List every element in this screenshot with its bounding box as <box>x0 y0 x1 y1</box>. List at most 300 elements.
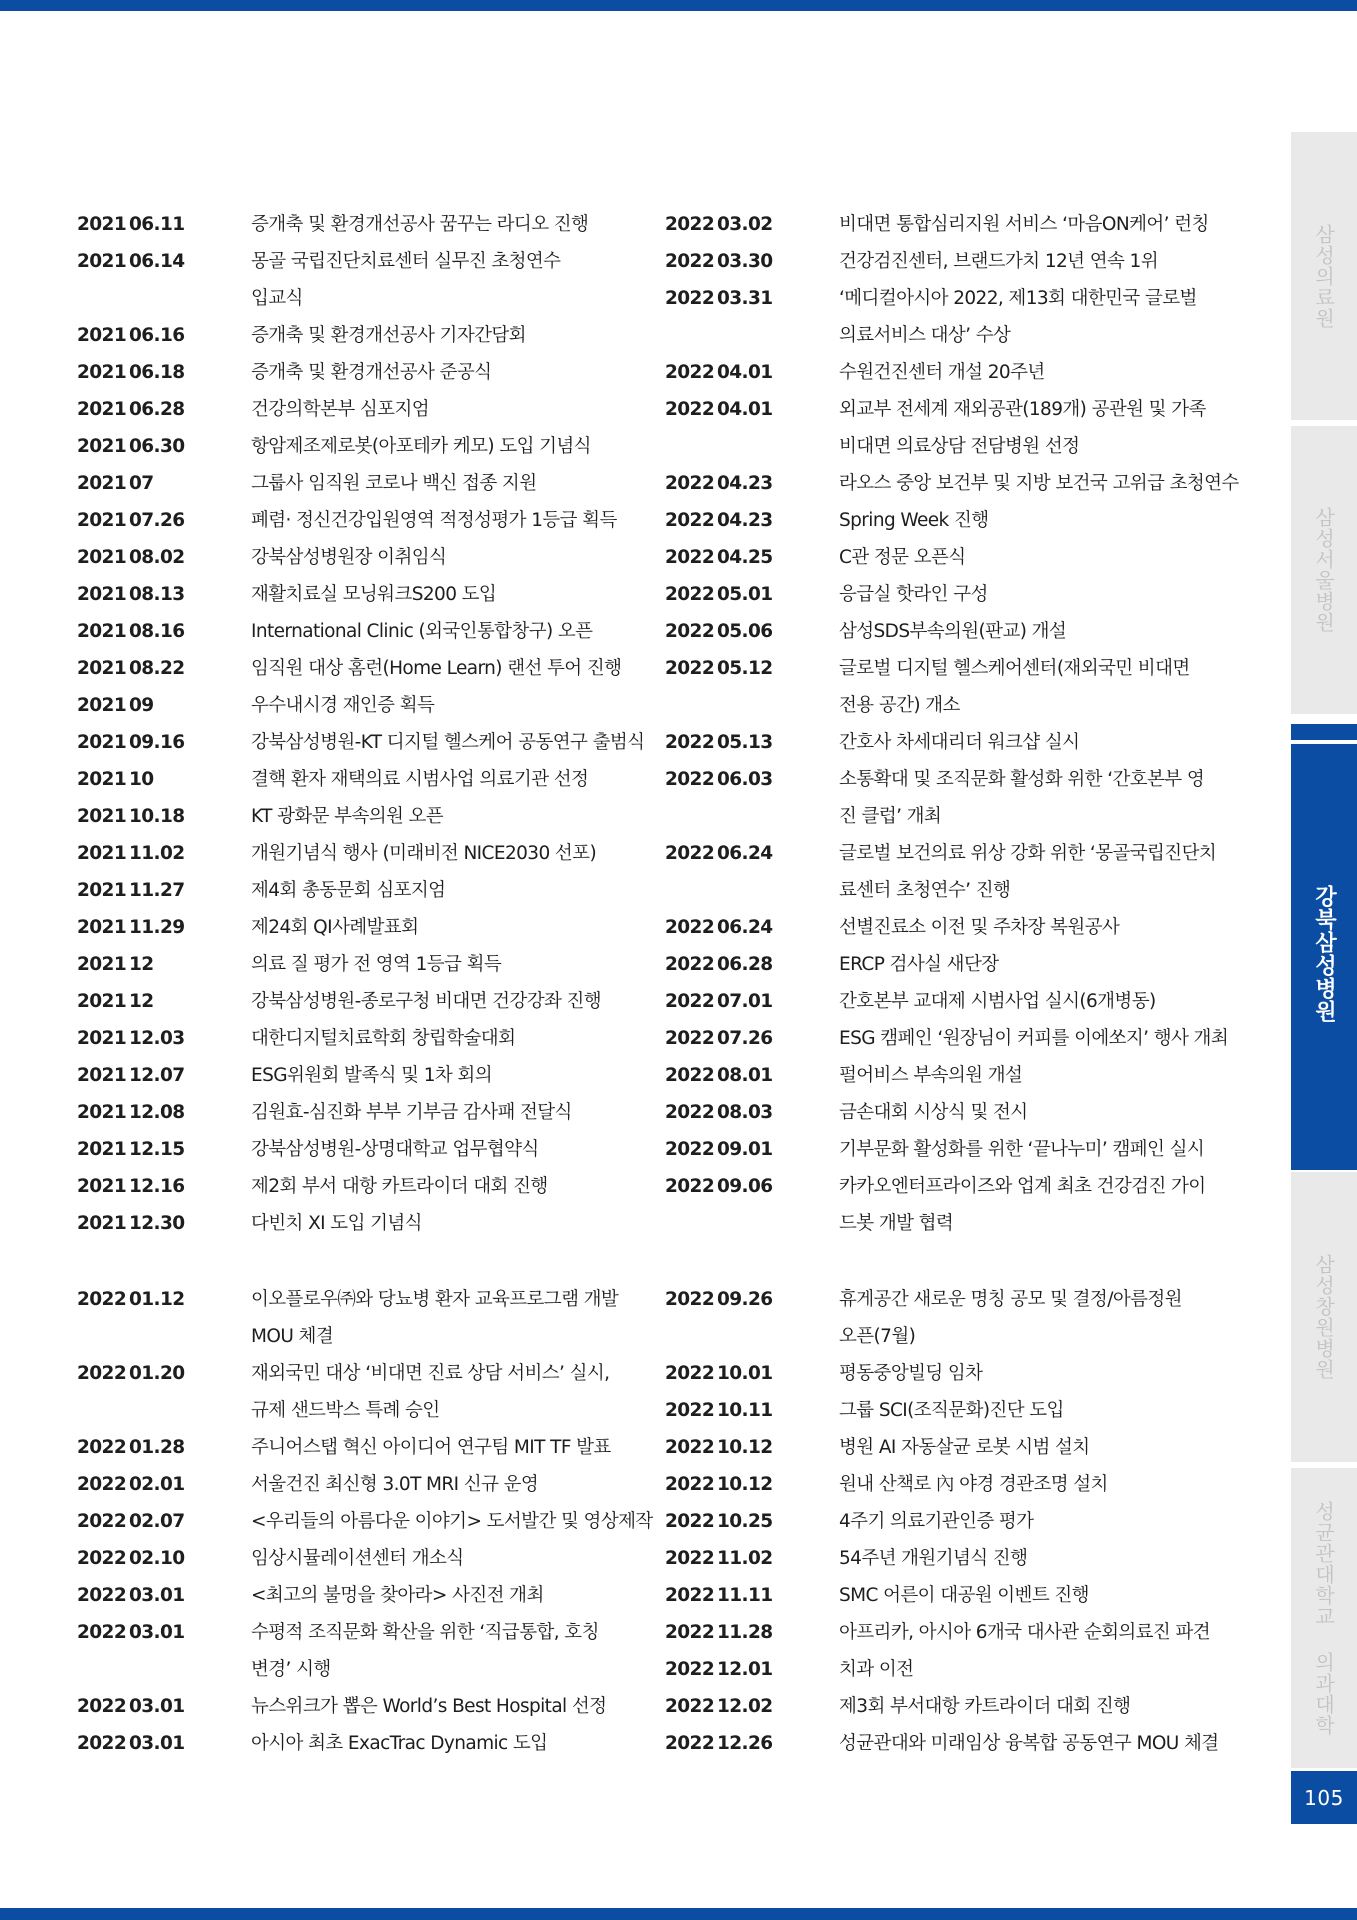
entry-description-line: 증개축 및 환경개선공사 준공식 <box>251 362 492 383</box>
entry-description-line: 라오스 중앙 보건부 및 지방 보건국 고위급 초청연수 <box>839 473 1239 494</box>
entry-date: 06.03 <box>717 769 773 790</box>
timeline-entry <box>77 576 637 613</box>
entry-date: 04.01 <box>717 362 773 383</box>
side-tab-label: 성균관대학교 의과대학 <box>1311 1500 1336 1736</box>
entry-year: 2021 <box>77 695 127 716</box>
entry-year: 2021 <box>77 769 127 790</box>
entry-description <box>839 1503 1225 1540</box>
entry-description <box>839 1725 1225 1762</box>
timeline-entry <box>665 835 1225 909</box>
entry-date: 09.16 <box>129 732 185 753</box>
entry-description-line: 강북삼성병원-KT 디지털 헬스케어 공동연구 출범식 <box>251 732 645 753</box>
entry-description <box>839 1131 1225 1168</box>
timeline-entry <box>77 1429 637 1466</box>
entry-description-line: International Clinic (외국인통합창구) 오픈 <box>251 621 593 642</box>
entry-date: 05.12 <box>717 658 773 679</box>
entry-description <box>839 206 1225 243</box>
timeline-entry <box>77 206 637 243</box>
side-tab[interactable] <box>1291 744 1357 1164</box>
entry-description-line: MOU 체결 <box>251 1326 334 1347</box>
entry-description-line: 수원건진센터 개설 20주년 <box>839 362 1045 383</box>
entry-description-line: ‘메디컬아시아 2022, 제13회 대한민국 글로벌 <box>839 288 1197 309</box>
entry-description-line: 항암제조제로봇(아포테카 케모) 도입 기념식 <box>251 436 591 457</box>
entry-year: 2022 <box>665 1289 715 1310</box>
timeline-entry <box>77 539 637 576</box>
entry-description-line: ERCP 검사실 새단장 <box>839 954 999 975</box>
timeline-entry <box>665 1355 1225 1392</box>
entry-description-line: 아프리카, 아시아 6개국 대사관 순회의료진 파견 <box>839 1622 1211 1643</box>
entry-date: 12.07 <box>129 1065 185 1086</box>
entry-description <box>839 1614 1225 1651</box>
entry-description-line: 증개축 및 환경개선공사 꿈꾸는 라디오 진행 <box>251 214 589 235</box>
timeline-entry <box>665 650 1225 724</box>
timeline-entry <box>77 724 645 761</box>
entry-date: 02.07 <box>129 1511 185 1532</box>
entry-description <box>839 502 1225 539</box>
entry-description-line: 건강검진센터, 브랜드가치 12년 연속 1위 <box>839 251 1158 272</box>
timeline-entry <box>77 1540 637 1577</box>
entry-date: 12.02 <box>717 1696 773 1717</box>
entry-date: 07.26 <box>717 1028 773 1049</box>
entry-year: 2022 <box>665 510 715 531</box>
entry-description <box>839 1281 1225 1355</box>
entry-description <box>839 724 1225 761</box>
entry-description-line: 제3회 부서대항 카트라이더 대회 진행 <box>839 1696 1131 1717</box>
entry-description-line: 입교식 <box>251 288 303 309</box>
entry-description-line: 아시아 최초 ExacTrac Dynamic 도입 <box>251 1733 548 1754</box>
entry-description <box>251 1168 637 1205</box>
side-tab[interactable] <box>1291 1172 1357 1462</box>
timeline-entry <box>77 1057 637 1094</box>
entry-description-line: 비대면 의료상담 전담병원 선정 <box>839 436 1080 457</box>
entry-year: 2022 <box>665 991 715 1012</box>
entry-year: 2022 <box>77 1437 127 1458</box>
entry-description-line: 휴게공간 새로운 명칭 공모 및 결정/아름정원 <box>839 1289 1182 1310</box>
entry-description <box>839 243 1225 280</box>
entry-description-line: 진 클럽’ 개최 <box>839 806 942 827</box>
entry-description <box>839 761 1225 835</box>
entry-description <box>251 872 637 909</box>
timeline-entry <box>77 1020 637 1057</box>
entry-description-line: 의료서비스 대상’ 수상 <box>839 325 1011 346</box>
entry-year: 2021 <box>77 214 127 235</box>
entry-date: 05.13 <box>717 732 773 753</box>
entry-date: 03.30 <box>717 251 773 272</box>
entry-description-line: 강북삼성병원-종로구청 비대면 건강강좌 진행 <box>251 991 602 1012</box>
entry-date: 11.27 <box>129 880 185 901</box>
side-tab-label: 삼성의료원 <box>1311 223 1336 329</box>
entry-description <box>251 391 637 428</box>
entry-year: 2022 <box>665 1474 715 1495</box>
timeline-entry <box>665 1429 1225 1466</box>
timeline-entry <box>77 1614 637 1688</box>
entry-description-line: 드봇 개발 협력 <box>839 1213 954 1234</box>
entry-date: 04.23 <box>717 473 773 494</box>
year-gap <box>665 1242 1225 1281</box>
entry-description-line: 제4회 총동문회 심포지엄 <box>251 880 446 901</box>
timeline-entry <box>77 1168 637 1205</box>
entry-year: 2022 <box>665 1733 715 1754</box>
entry-description-line: 변경’ 시행 <box>251 1659 331 1680</box>
entry-description <box>251 1725 637 1762</box>
entry-description <box>251 1057 637 1094</box>
entry-description <box>839 280 1225 354</box>
entry-description-line: 글로벌 디지털 헬스케어센터(재외국민 비대면 <box>839 658 1190 679</box>
entry-date: 07 <box>129 473 154 494</box>
entry-description <box>839 946 1225 983</box>
entry-date: 08.16 <box>129 621 185 642</box>
entry-year: 2022 <box>77 1622 127 1643</box>
entry-description-line: 그룹사 임직원 코로나 백신 접종 지원 <box>251 473 537 494</box>
timeline-entry <box>77 946 637 983</box>
entry-description-line: 평동중앙빌딩 임차 <box>839 1363 983 1384</box>
entry-year: 2021 <box>77 436 127 457</box>
entry-year: 2022 <box>665 362 715 383</box>
entry-year: 2022 <box>665 399 715 420</box>
entry-description-line: 료센터 초청연수’ 진행 <box>839 880 1011 901</box>
entry-year: 2022 <box>665 917 715 938</box>
entry-description-line: 간호본부 교대제 시범사업 실시(6개병동) <box>839 991 1156 1012</box>
timeline-entry <box>77 687 637 724</box>
entry-year: 2022 <box>665 1585 715 1606</box>
entry-description-line: 삼성SDS부속의원(판교) 개설 <box>839 621 1067 642</box>
entry-year: 2021 <box>77 1213 127 1234</box>
timeline-entry <box>77 243 637 317</box>
entry-year: 2022 <box>665 1622 715 1643</box>
entry-date: 05.06 <box>717 621 773 642</box>
timeline-entry <box>665 1094 1225 1131</box>
entry-year: 2021 <box>77 917 127 938</box>
entry-date: 10.18 <box>129 806 185 827</box>
entry-year: 2021 <box>77 325 127 346</box>
entry-date: 06.24 <box>717 917 773 938</box>
entry-date: 08.13 <box>129 584 185 605</box>
entry-date: 04.23 <box>717 510 773 531</box>
entry-date: 06.28 <box>129 399 185 420</box>
entry-year: 2022 <box>665 621 715 642</box>
entry-year: 2022 <box>665 251 715 272</box>
entry-description <box>251 1020 637 1057</box>
entry-description-line: 금손대회 시상식 및 전시 <box>839 1102 1028 1123</box>
entry-description-line: 폐렴· 정신건강입원영역 적정성평가 1등급 획득 <box>251 510 617 531</box>
entry-date: 11.02 <box>129 843 185 864</box>
entry-year: 2021 <box>77 658 127 679</box>
entry-date: 06.30 <box>129 436 185 457</box>
timeline-entry <box>665 243 1225 280</box>
entry-description <box>839 983 1225 1020</box>
entry-date: 10 <box>129 769 154 790</box>
entry-date: 12.08 <box>129 1102 185 1123</box>
entry-description <box>251 354 637 391</box>
entry-description-line: 카카오엔터프라이즈와 업계 최초 건강검진 가이 <box>839 1176 1206 1197</box>
side-tab-label: 삼성서울병원 <box>1311 507 1336 633</box>
entry-year: 2022 <box>665 584 715 605</box>
entry-description <box>839 1540 1225 1577</box>
entry-description <box>251 539 637 576</box>
entry-year: 2021 <box>77 1102 127 1123</box>
entry-date: 02.01 <box>129 1474 185 1495</box>
timeline-entry <box>77 1466 637 1503</box>
entry-year: 2022 <box>77 1585 127 1606</box>
timeline-entry <box>665 1614 1225 1651</box>
timeline-entry <box>77 1281 637 1355</box>
entry-year: 2022 <box>665 1696 715 1717</box>
entry-year: 2022 <box>665 1065 715 1086</box>
entry-date: 10.11 <box>717 1400 773 1421</box>
entry-description-line: 규제 샌드박스 특례 승인 <box>251 1400 440 1421</box>
timeline-entry <box>77 761 637 798</box>
entry-description-line: 대한디지털치료학회 창립학술대회 <box>251 1028 516 1049</box>
entry-description-line: 4주기 의료기관인증 평가 <box>839 1511 1034 1532</box>
side-tab[interactable] <box>1291 1468 1357 1768</box>
entry-year: 2021 <box>77 806 127 827</box>
entry-date: 03.01 <box>129 1696 185 1717</box>
entry-year: 2021 <box>77 1176 127 1197</box>
timeline-column-left <box>77 206 653 1762</box>
entry-date: 06.16 <box>129 325 185 346</box>
timeline-entry <box>665 909 1225 946</box>
entry-description-line: 응급실 핫라인 구성 <box>839 584 988 605</box>
entry-description <box>251 983 637 1020</box>
entry-description <box>251 1614 637 1688</box>
entry-year: 2022 <box>77 1548 127 1569</box>
entry-description-line: 강북삼성병원-상명대학교 업무협약식 <box>251 1139 539 1160</box>
entry-year: 2022 <box>665 1437 715 1458</box>
entry-date: 09.06 <box>717 1176 773 1197</box>
top-accent-bar <box>0 0 1357 11</box>
entry-date: 02.10 <box>129 1548 185 1569</box>
entry-description-line: 치과 이전 <box>839 1659 914 1680</box>
entry-description-line: 재활치료실 모닝워크S200 도입 <box>251 584 497 605</box>
entry-year: 2022 <box>665 1176 715 1197</box>
entry-year: 2022 <box>665 288 715 309</box>
timeline-entry <box>77 317 637 354</box>
entry-date: 03.31 <box>717 288 773 309</box>
entry-description-line: 우수내시경 재인증 획득 <box>251 695 435 716</box>
entry-description <box>251 1094 637 1131</box>
timeline-entry <box>665 206 1225 243</box>
entry-description <box>251 687 637 724</box>
timeline-entry <box>665 1281 1225 1355</box>
entry-year: 2021 <box>77 251 127 272</box>
timeline-entry <box>77 872 637 909</box>
entry-date: 09 <box>129 695 154 716</box>
timeline-entry <box>665 1540 1225 1577</box>
entry-date: 10.01 <box>717 1363 773 1384</box>
entry-description <box>251 317 637 354</box>
entry-description <box>251 243 637 317</box>
entry-date: 08.02 <box>129 547 185 568</box>
entry-description-line: 펄어비스 부속의원 개설 <box>839 1065 1023 1086</box>
entry-description <box>251 1429 637 1466</box>
timeline-entry <box>665 613 1225 650</box>
entry-description <box>251 909 637 946</box>
timeline-entry <box>665 946 1225 983</box>
entry-year: 2022 <box>665 214 715 235</box>
timeline-entry <box>77 983 637 1020</box>
entry-year: 2022 <box>665 547 715 568</box>
timeline-entry <box>77 835 637 872</box>
entry-description-line: 건강의학본부 심포지엄 <box>251 399 429 420</box>
entry-description-line: 원내 산책로 內 야경 경관조명 설치 <box>839 1474 1108 1495</box>
entry-description <box>839 1466 1225 1503</box>
timeline-entry <box>77 465 637 502</box>
entry-description <box>839 391 1225 465</box>
entry-year: 2022 <box>665 473 715 494</box>
entry-year: 2021 <box>77 547 127 568</box>
side-tab-label: 삼성창원병원 <box>1311 1254 1336 1380</box>
entry-description <box>839 539 1225 576</box>
entry-date: 09.01 <box>717 1139 773 1160</box>
entry-date: 05.01 <box>717 584 773 605</box>
entry-year: 2022 <box>77 1511 127 1532</box>
entry-description-line: 몽골 국립진단치료센터 실무진 초청연수 <box>251 251 561 272</box>
timeline-entry <box>665 576 1225 613</box>
entry-description-line: 이오플로우㈜와 당뇨병 환자 교육프로그램 개발 <box>251 1289 619 1310</box>
entry-date: 03.01 <box>129 1622 185 1643</box>
entry-year: 2021 <box>77 510 127 531</box>
timeline-entry <box>77 1205 637 1242</box>
entry-year: 2021 <box>77 362 127 383</box>
entry-year: 2021 <box>77 1139 127 1160</box>
entry-year: 2022 <box>665 1548 715 1569</box>
entry-description-line: 그룹 SCI(조직문화)진단 도입 <box>839 1400 1064 1421</box>
side-tab[interactable] <box>1291 426 1357 714</box>
entry-year: 2022 <box>665 658 715 679</box>
timeline-entry <box>665 1466 1225 1503</box>
entry-description-line: SMC 어른이 대공원 이벤트 진행 <box>839 1585 1089 1606</box>
entry-description <box>839 1355 1225 1392</box>
timeline-entry <box>665 1503 1225 1540</box>
entry-description-line: 뉴스위크가 뽑은 World’s Best Hospital 선정 <box>251 1696 607 1717</box>
entry-year: 2022 <box>665 1102 715 1123</box>
timeline-entry <box>77 650 637 687</box>
entry-description-line: 서울건진 최신형 3.0T MRI 신규 운영 <box>251 1474 539 1495</box>
entry-date: 09.26 <box>717 1289 773 1310</box>
entry-date: 01.20 <box>129 1363 185 1384</box>
entry-description-line: 전용 공간) 개소 <box>839 695 960 716</box>
entry-description-line: KT 광화문 부속의원 오픈 <box>251 806 444 827</box>
side-tab-marker <box>1291 724 1357 740</box>
entry-year: 2022 <box>665 1363 715 1384</box>
timeline-entry <box>665 983 1225 1020</box>
entry-description <box>251 946 637 983</box>
entry-date: 10.12 <box>717 1474 773 1495</box>
entry-year: 2021 <box>77 1065 127 1086</box>
entry-description <box>251 1281 637 1355</box>
entry-date: 03.01 <box>129 1733 185 1754</box>
timeline-entry <box>665 465 1239 502</box>
side-tab[interactable] <box>1291 132 1357 420</box>
entry-description <box>839 1688 1225 1725</box>
entry-year: 2021 <box>77 843 127 864</box>
entry-year: 2022 <box>77 1733 127 1754</box>
year-gap <box>77 1242 637 1281</box>
entry-year: 2021 <box>77 732 127 753</box>
timeline-entry <box>77 428 637 465</box>
timeline-entry <box>77 798 637 835</box>
entry-description <box>839 465 1239 502</box>
timeline-entry <box>665 502 1225 539</box>
entry-description <box>251 798 637 835</box>
entry-description-line: 임직원 대상 홈런(Home Learn) 랜선 투어 진행 <box>251 658 622 679</box>
entry-description-line: 비대면 통합심리지원 서비스 ‘마음ON케어’ 런칭 <box>839 214 1209 235</box>
entry-description <box>251 1205 637 1242</box>
entry-description-line: 주니어스탭 혁신 아이디어 연구팀 MIT TF 발표 <box>251 1437 611 1458</box>
entry-description <box>839 354 1225 391</box>
entry-date: 07.26 <box>129 510 185 531</box>
entry-description <box>839 1168 1225 1242</box>
entry-description <box>251 835 637 872</box>
timeline-entry <box>665 1168 1225 1242</box>
entry-date: 12.03 <box>129 1028 185 1049</box>
entry-year: 2021 <box>77 473 127 494</box>
entry-description <box>251 613 637 650</box>
entry-date: 12.15 <box>129 1139 185 1160</box>
entry-year: 2021 <box>77 584 127 605</box>
timeline-entry <box>77 613 637 650</box>
entry-date: 07.01 <box>717 991 773 1012</box>
entry-description-line: 선별진료소 이전 및 주차장 복원공사 <box>839 917 1120 938</box>
entry-description <box>839 1057 1225 1094</box>
entry-description-line: <우리들의 아름다운 이야기> 도서발간 및 영상제작 <box>251 1511 653 1532</box>
entry-date: 04.25 <box>717 547 773 568</box>
timeline-entry <box>77 1725 637 1762</box>
entry-year: 2022 <box>665 954 715 975</box>
entry-description-line: Spring Week 진행 <box>839 510 989 531</box>
entry-year: 2022 <box>665 1659 715 1680</box>
entry-date: 11.02 <box>717 1548 773 1569</box>
entry-description <box>251 465 637 502</box>
entry-year: 2021 <box>77 399 127 420</box>
entry-date: 06.11 <box>129 214 185 235</box>
entry-description <box>251 1688 637 1725</box>
entry-date: 12 <box>129 991 154 1012</box>
entry-description <box>839 576 1225 613</box>
entry-year: 2022 <box>665 843 715 864</box>
entry-date: 12.01 <box>717 1659 773 1680</box>
entry-date: 03.02 <box>717 214 773 235</box>
entry-description-line: 제24회 QI사례발표회 <box>251 917 419 938</box>
entry-description <box>251 206 637 243</box>
timeline-entry <box>77 354 637 391</box>
timeline-entry <box>665 1577 1225 1614</box>
timeline-entry <box>665 1020 1229 1057</box>
entry-date: 06.14 <box>129 251 185 272</box>
timeline-entry <box>665 1688 1225 1725</box>
entry-description-line: <최고의 불멍을 찾아라> 사진전 개최 <box>251 1585 544 1606</box>
entry-description <box>251 576 637 613</box>
entry-date: 08.01 <box>717 1065 773 1086</box>
timeline-entry <box>665 1651 1225 1688</box>
entry-description-line: 성균관대와 미래임상 융복합 공동연구 MOU 체결 <box>839 1733 1219 1754</box>
entry-description-line: 병원 AI 자동살균 로봇 시범 설치 <box>839 1437 1090 1458</box>
entry-year: 2022 <box>665 1028 715 1049</box>
entry-description-line: 강북삼성병원장 이취임식 <box>251 547 447 568</box>
entry-description-line: 임상시뮬레이션센터 개소식 <box>251 1548 464 1569</box>
timeline-entry <box>77 1503 653 1540</box>
entry-description-line: 김원효-심진화 부부 기부금 감사패 전달식 <box>251 1102 572 1123</box>
entry-description-line: 증개축 및 환경개선공사 기자간담회 <box>251 325 526 346</box>
entry-date: 12.16 <box>129 1176 185 1197</box>
entry-date: 04.01 <box>717 399 773 420</box>
entry-description-line: ESG 캠페인 ‘원장님이 커피를 이에쏘지’ 행사 개최 <box>839 1028 1229 1049</box>
entry-description <box>839 835 1225 909</box>
entry-description <box>251 650 637 687</box>
bottom-accent-bar <box>0 1908 1357 1920</box>
entry-date: 11.28 <box>717 1622 773 1643</box>
entry-year: 2022 <box>665 769 715 790</box>
